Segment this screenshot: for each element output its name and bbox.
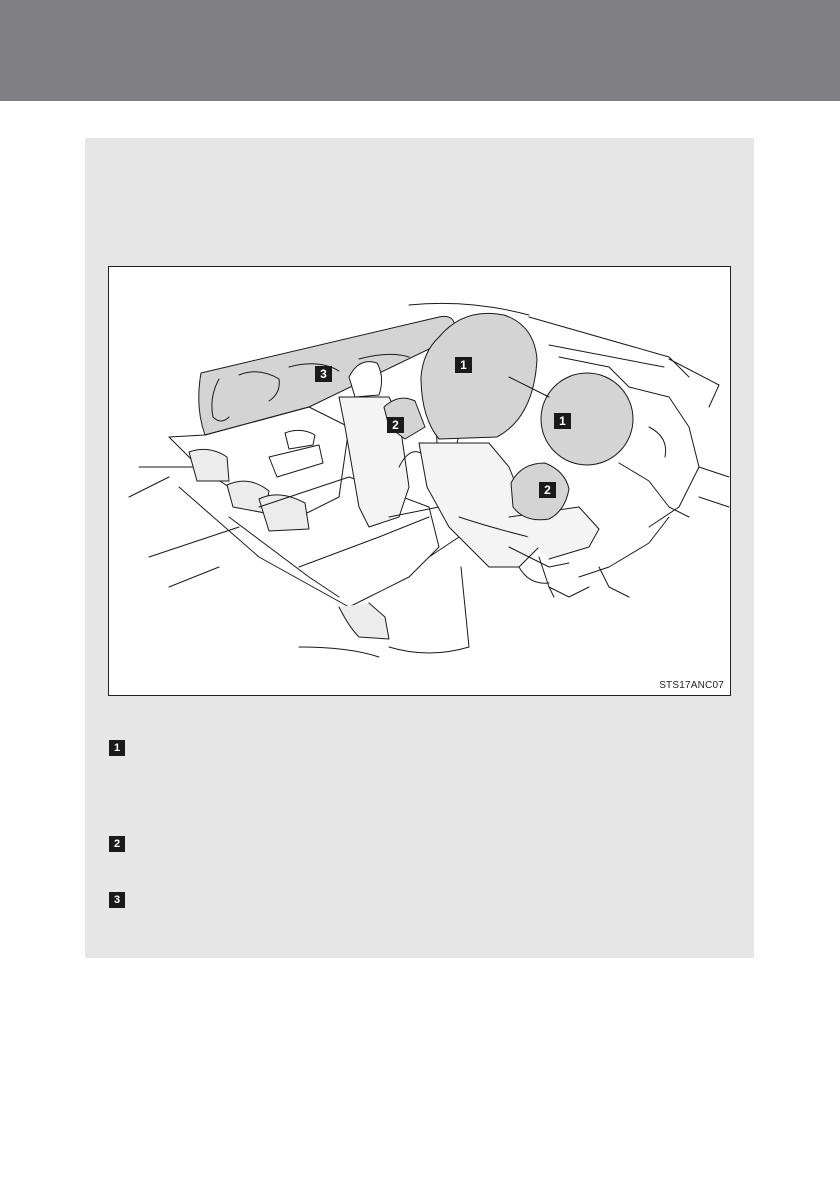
legend-badge-3: 3 [109,892,125,908]
header-band [0,0,840,101]
figure-code: STS17ANC07 [659,680,724,691]
callout-passenger-airbag: 1 [455,357,472,373]
legend-badge-2: 2 [109,836,125,852]
callout-curtain-airbag: 3 [315,366,332,382]
callout-driver-airbag: 1 [554,413,571,429]
callout-driver-knee-airbag: 2 [539,482,556,498]
callout-passenger-knee-airbag: 2 [387,417,404,433]
legend-badge-1: 1 [109,740,125,756]
car-interior-drawing [109,267,730,695]
airbag-illustration [108,266,731,696]
